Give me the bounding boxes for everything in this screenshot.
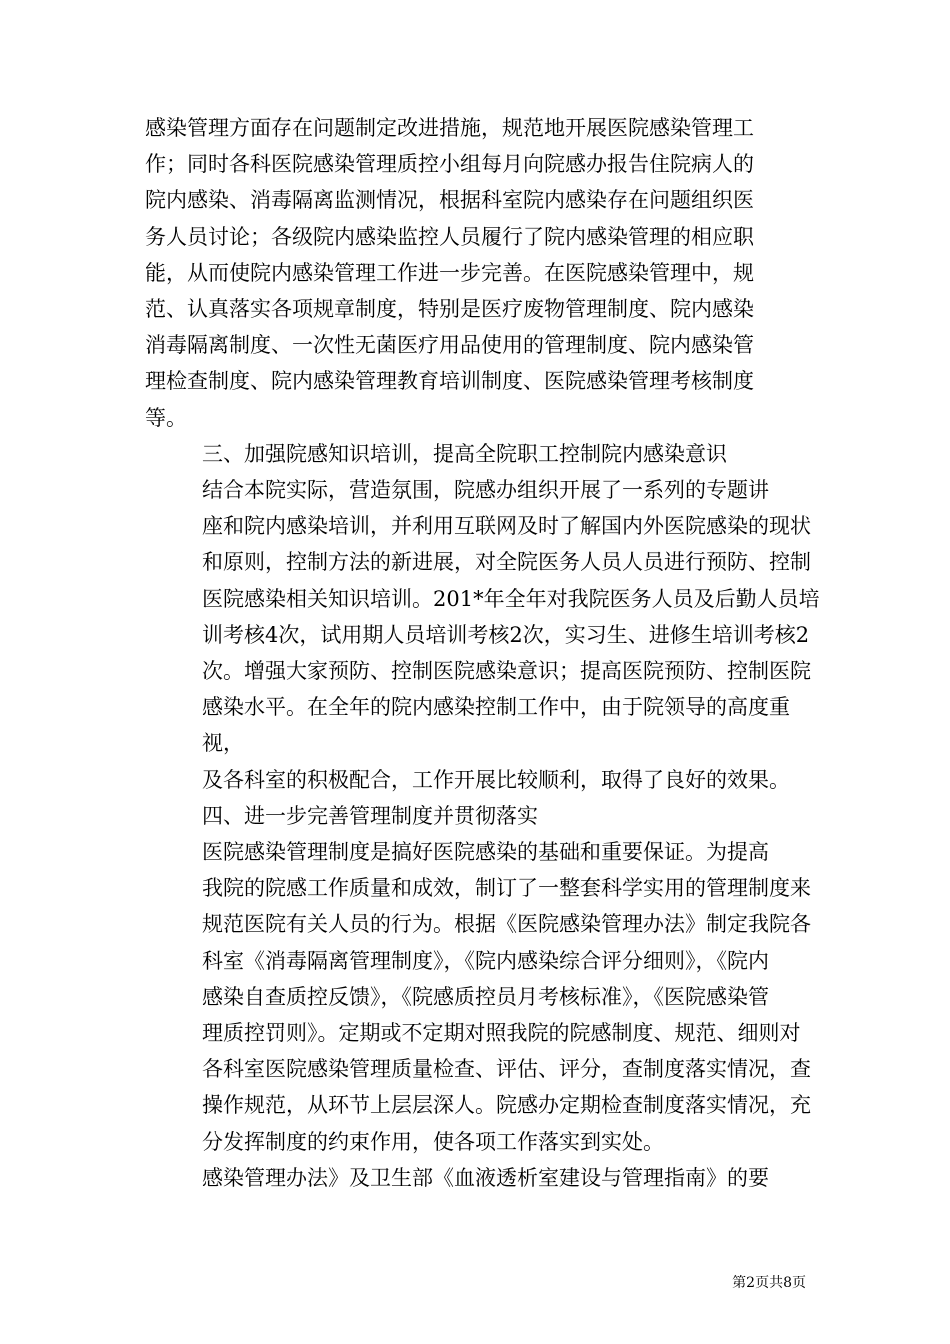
document-body: [145, 110, 825, 1196]
page-number: 第2页共8页: [732, 1275, 806, 1291]
paragraph-regulations: 医院感染管理制度是搞好医院感染的基础和重要保证。为提高 我院的院感工作质量和成效，制订了一整套科学实用的管理制度来 规范医院有关人员的行为。根据《医院感染管理办法》制定我院各 科室《消毒隔离管理制度》，《院内感染综合评分细则》，《院内 感染自查质控反馈》，《院感质控员月考核标准》，《医院感染管 理质控罚则》。定期或不定期对照我院的院感制度、规范、细则对 各科室医院感染管理质量检查、评估、评分，查制度落实情况，查 操作规范，从环节上层层深人。院感办定期检查制度落实情况，充 分发挥制度的约束作用，使各项工作落实到实处。: [202, 840, 811, 1154]
paragraph-training: 结合本院实际，营造氛围，院感办组织开展了一系列的专题讲 座和院内感染培训，并利用互联网及时了解国内外医院感染的现状 和原则，控制方法的新进展，对全院医务人员人员进行预防、控制 医院感染相关知识培训。201*年全年对我院医务人员及后勤人员培 训考核4次，试用期人员培训考核2次，实习生、进修生培训考核2 次。增强大家预防、控制医院感染意识；提高医院预防、控制医院 感染水平。在全年的院内感染控制工作中，由于院领导的高度重视， 及各科室的积极配合，工作开展比较顺利，取得了良好的效果。: [202, 478, 820, 792]
paragraph-continuation: 感染管理方面存在问题制定改进措施，规范地开展医院感染管理工 作；同时各科医院感染管理质控小组每月向院感办报告住院病人的 院内感染、消毒隔离监测情况，根据科室院内感染存在问题组织医 务人员讨论；各级院内感染监控人员履行了院内感染管理的相应职 能，从而使院内感染管理工作进一步完善。在医院感染管理中，规 范、认真落实各项规章制度，特别是医疗废物管理制度、院内感染 消毒隔离制度、一次性无菌医疗用品使用的管理制度、院内感染管 理检查制度、院内感染管理教育培训制度、医院感染管理考核制度 等。: [145, 116, 754, 430]
section-heading-3: 三、加强院感知识培训，提高全院职工控制院内感染意识: [202, 441, 727, 466]
section-heading-4: 四、进一步完善管理制度并贯彻落实: [202, 803, 538, 828]
paragraph-dialysis: 感染管理办法》及卫生部《血液透析室建设与管理指南》的要: [202, 1165, 769, 1190]
